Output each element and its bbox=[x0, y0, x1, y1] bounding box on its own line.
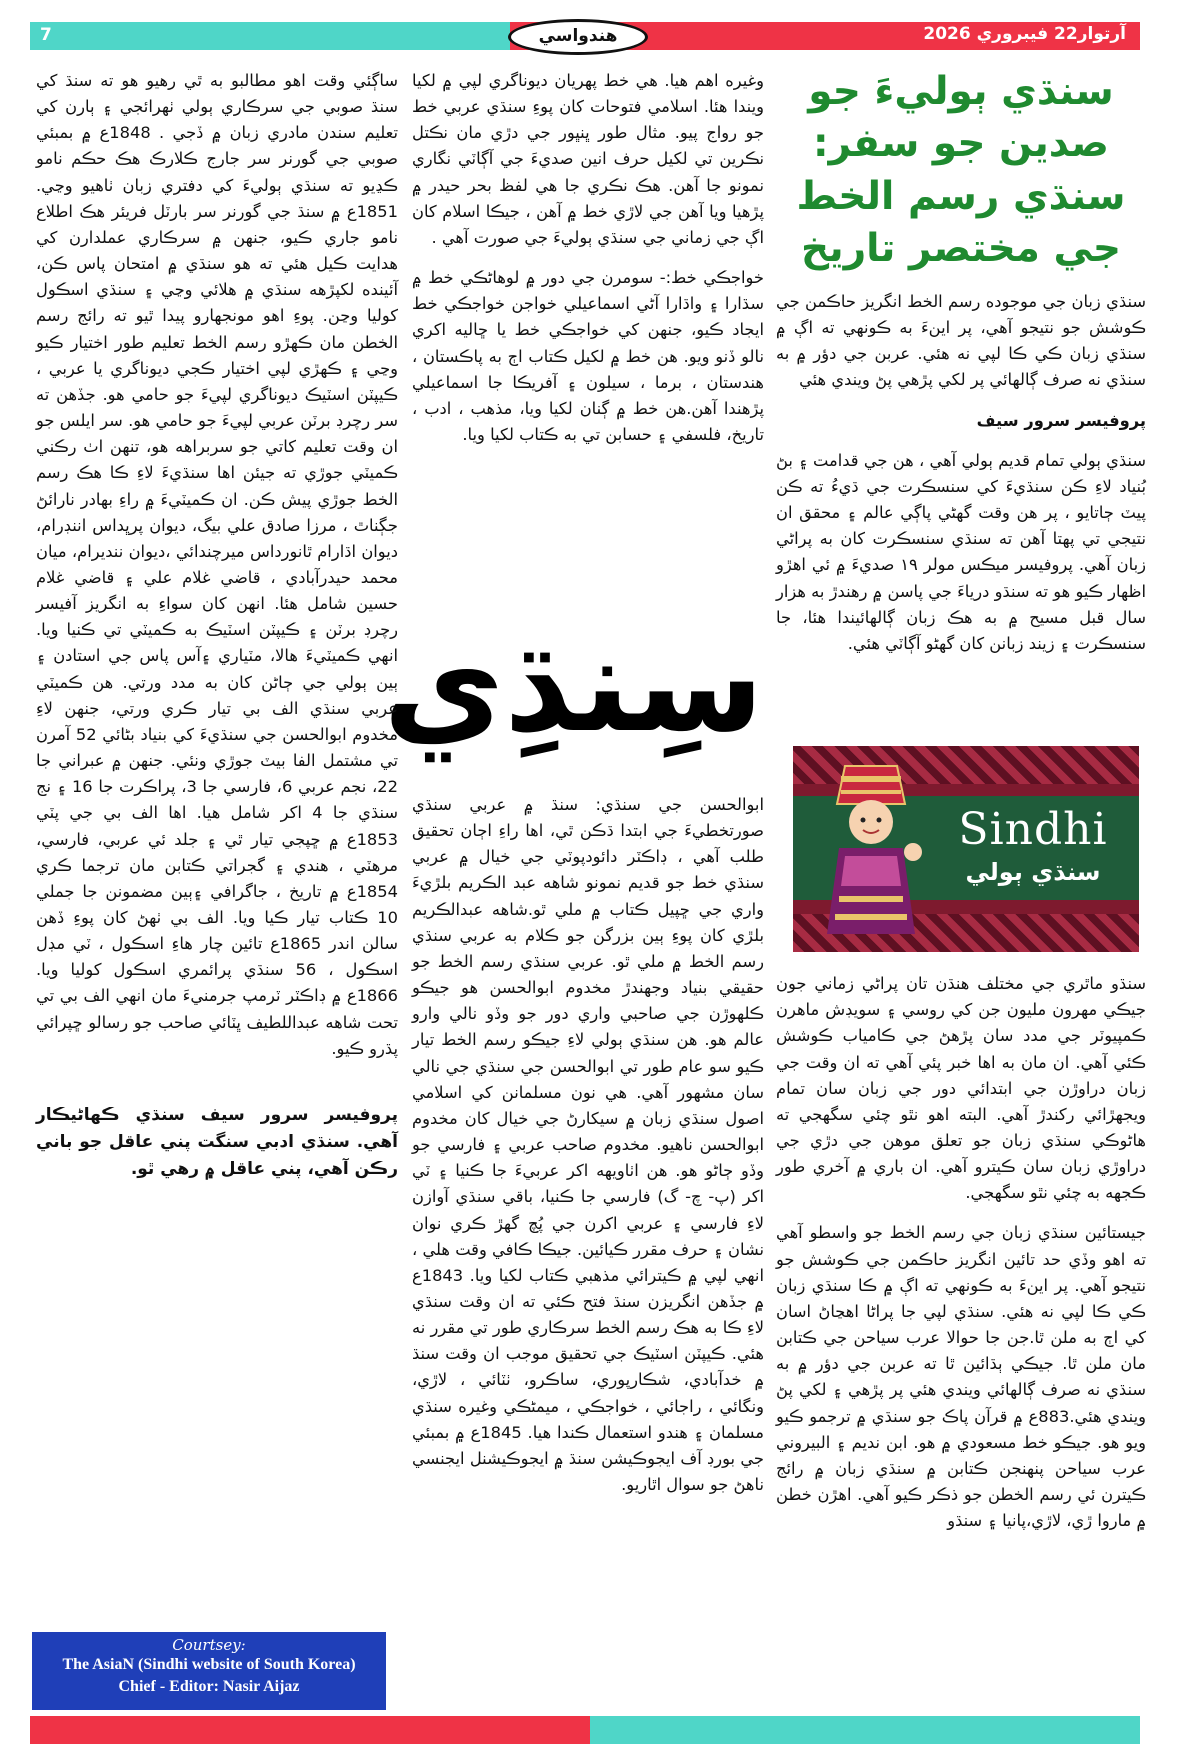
image-title: Sindhi bbox=[958, 804, 1108, 855]
article-author: پروفيسر سرور سيف bbox=[976, 410, 1146, 430]
article-column-middle-lower bbox=[412, 792, 764, 1512]
paragraph: جيستائين سنڌي زبان جي رسم الخط جو واسطو آهي ته اهو وڏي حد تائين انگريز حاڪمن جي ڪوشش جو نتيجو آهي. پر اينءَ به ڪونهي ته اڳ ۾ ڪا سنڌي زبان ڪي ڪا لپي نه هئي. سنڌي لپي جا پراڻا اهڃاڻ اسان کي اڄ به ملن ٿا.جن جا حوالا عرب سياحن جي ڪتابن مان ملن ٿا. جيڪي ٻڌائين ٿا ته عربن جي دؤر ۾ به سنڌي نه صرف ڳالهائي ويندي هئي پر پڙهي ۽ لکي پڻ ويندي هئي.883ع ۾ قرآن پاڪ جو سنڌي ۾ ترجمو ڪيو ويو هو. جيڪو خط مسعودي ۾ هو. ابن نديم ۽ البيروني عرب سياحن پنهنجن ڪتابن ۾ سنڌي زبان ۾ رائج ڪيترن ئي رسم الخطن جو ذڪر ڪيو آهي. اهڙن خطن ۾ ماروا ڙي، لاڙي،پانيا ۽ سنڌو bbox=[776, 1223, 1146, 1531]
courtesy-label: Courtsey: bbox=[172, 1636, 246, 1654]
author-note: پروفيسر سرور سيف سنڌي ڪهاڻيڪار آهي. سنڌي ادبي سنگت پني عاقل جو باني رڪن آهي، پني عاقل ۾ رهي ٿو. bbox=[36, 1104, 398, 1180]
footer-teal-segment bbox=[590, 1716, 1140, 1744]
sindhi-calligraphy: سِنڌِي bbox=[383, 608, 764, 762]
header-teal-segment bbox=[30, 22, 510, 50]
paragraph: ابوالحسن جي سنڌي: سنڌ ۾ عربي سنڌي صورتخطيءَ جي ابتدا ڌڪن ٿي، اها راءِ اڄان تحقيق طلب آهي ، ڊاڪٽر دائودپوٽي جي خيال ۾ عربي سنڌي خط جو قديم نمونو شاهه عبد الڪريم بلڙيءَ واري جي ڇپيل ڪتاب ۾ ملي ٿو.شاهه عبدالڪريم بلڙي کان پوءِ ٻين بزرگن جو ڪلام به عربي سنڌي رسم الخط ۾ ملي ٿو. عربي سنڌي رسم الخط جو حقيقي بنياد وجهندڙ مخدوم ابوالحسن هو جيڪو ڪلهوڙن جي صاحبي واري دور جو وڏو نالي وارو عالم هو. هن سنڌي ٻولي لاءِ جيڪو رسم الخط تيار ڪيو سو عام طور تي ابوالحسن جي سنڌي جي نالي سان مشهور آهي. هي نون مسلمانن کي اسلامي اصول سنڌي زبان ۾ سيکارڻ جي خيال کان مخدوم ابوالحسن ناهيو. مخدوم صاحب عربي ۽ فارسي جو وڏو ڄاڻو هو. هن اٺاويهه اکر عربيءَ جا ڪنيا ۽ ٽي اکر (پ- چ- گ) فارسي جا ڪنيا، باقي سنڌي آوازن لاءِ فارسي ۽ عربي اکرن جي پُچ گهڙ ڪري نوان نشان ۽ حرف مقرر ڪيائين. جيڪا ڪافي وقت هلي ، انهي لپي ۾ ڪيترائي مذهبي ڪتاب لکيا ويا. 1843ع ۾ جڏهن انگريزن سنڌ فتح ڪئي ته ان وقت سنڌي لاءِ ڪا به هڪ رسم الخط سرڪاري طور تي مقرر نه هئي. ڪيپٽن اسٽيڪ جي تحقيق موجب ان وقت سنڌ ۾ خدآبادي، شڪارپوري، ساڪرو، ٺٽائي ، لاڙي، ونگائي ، راجائي ، خواجڪي ، ميمڻڪي وغيره سنڌي مسلمان ۽ هندو استعمال ڪندا هيا. 1845ع ۾ بمبئي جي بورڊ آف ايجوڪيشن سنڌ ۾ ايجوڪيشنل ايجنسي ناهڻ جو سوال اٿاريو. bbox=[412, 795, 764, 1495]
footer-bar bbox=[30, 1716, 1140, 1744]
sindhi-language-image bbox=[793, 746, 1139, 952]
courtesy-editor: Chief - Editor: Nasir Aijaz bbox=[118, 1678, 300, 1695]
image-subtitle: سنڌي ٻولي bbox=[965, 858, 1101, 886]
sindhi-doll-icon bbox=[815, 756, 927, 942]
spacer bbox=[36, 1076, 398, 1102]
article-column-left bbox=[36, 68, 398, 1198]
courtesy-box bbox=[32, 1632, 386, 1710]
paragraph: خواجڪي خط:- سومرن جي دور ۾ لوهاڻڪي خط ۾ سڌارا ۽ واڌارا آڻي اسماعيلي خواجن خواجڪي خط ايجاد ڪيو، جنهن کي خواجڪي خط يا ڇاليه اکري نالو ڏنو ويو. هن خط ۾ لکيل ڪتاب اڄ به پاڪستان ، هندستان ، برما ، سيلون ۽ آفريڪا جا اسماعيلي پڙهندا آهن.هن خط ۾ ڳنان لکيا ويا، مذهب ، ادب ، تاريخ، فلسفي ۽ حسابن تي به ڪتاب لکيا ويا. bbox=[412, 268, 764, 445]
paragraph: وغيره اهم هيا. هي خط پهريان ديوناگري لپي ۾ لکيا ويندا هئا. اسلامي فتوحات کان پوءِ سنڌي عربي خط جو رواج پيو. مثال طور ڀنڀور جي دڙي مان نڪتل نڪرين تي لکيل حرف انين صديءَ جي آڳاٽي نگاري نمونو جا آهن. هڪ نڪري جا هي لفظ بحر حيدر ۾ پڙهيا ويا آهن جي لاڙي خط ۾ آهن ، جيڪا اسلام کان اڳ جي زماني جي سنڌي ٻوليءَ جي صورت آهي . bbox=[412, 71, 764, 247]
paragraph: سنڌو ماٿري جي مختلف هنڌن تان پراڻي زماني جون جيڪي مهرون مليون جن کي روسي ۽ سويڊش ماهرن ڪمپيوٽر جي مدد سان پڙهڻ جي ڪامياب ڪوشش ڪئي آهي. ان مان به اها خبر پئي آهي ته ان وقت جي زبان دراوڙن جي ابتدائي دور جي زبان سان تمام ويجهڙائي رکندڙ آهي. البته اهو نٿو چئي سگهجي ته هاڻوڪي سنڌي زبان جو تعلق موهن جي دڙي جي دراوڙي زبان سان ڪيترو آهي. ان باري ۾ آخري طور ڪجهه به چئي نٿو سگهجي. bbox=[776, 974, 1146, 1203]
article-headline: سنڌي ٻوليءَ جو صدين جو سفر: سنڌي رسم الخط جي مختصر تاريخ bbox=[796, 69, 1126, 271]
footer-red-segment bbox=[30, 1716, 590, 1744]
header-bar bbox=[30, 22, 1140, 50]
paragraph: سنڌي ٻولي تمام قديم ٻولي آهي ، هن جي قدامت ۽ بڻ بُنياد لاءِ ڪن سنڌيءَ کي سنسڪرت جي ڌيءُ ته ڪن پيٽ ڄاتايو ، پر هن وقت گهڻي پاڳي عالم ۽ محقق ان نتيجي تي پهتا آهن ته سنڌي سنسڪرت کان به پراڻي زبان آهي. پروفيسر ميڪس مولر ١٩ صديءَ ۾ ئي اهڙو اظهار ڪيو هو ته سنڌو درياءَ جي پاسن ۾ رهندڙ به هزار سال قبل مسيح ۾ به هڪ زبان ڳالهائيندا هئا، جا سنسڪرت ۽ زيند زبانن کان گهڻو آڳاٽي هئي. bbox=[776, 450, 1146, 653]
masthead-logo: هندواسي bbox=[508, 19, 648, 55]
paragraph: ساڳئي وقت اهو مطالبو به ٿي رهيو هو ته سنڌ کي سنڌ صوبي جي سرڪاري ٻولي ٺهرائجي ۽ ٻارن کي تعليم سندن مادري زبان ۾ ڏجي . 1848ع ۾ بمبئي صوبي جي گورنر سر جارج ڪلارڪ هڪ حڪم نامو ڪڍيو ته سنڌي ٻوليءَ کي دفتري زبان ٺاهيو وڃي. 1851ع ۾ سنڌ جي گورنر سر بارٽل فريئر هڪ اطلاع نامو جاري ڪيو، جنهن ۾ سرڪاري عملدارن کي هدايت ڪيل هئي ته هو سنڌي ۾ امتحان پاس ڪن، آئينده لکپڙهه سنڌي ۾ هلائي وڃي ۽ سنڌي اسڪول کوليا وڃن. پوءِ اهو مونجهارو پيدا ٿيو ته رائج رسم الخطن مان ڪهڙو رسم الخط تعليم طور اختيار ڪيو وڃي ۽ ڪهڙي لپي اختيار ڪجي ديوناگري يا عربي ، ڪيپٽن اسٽيڪ ديوناگري لپيءَ جو حامي هو. جڏهن ته سر رچرڊ برٽن عربي لپيءَ جو حامي هو. سر ايلس جو ان وقت تعليم کاتي جو سربراهه هو، تنهن اٺ رڪني ڪميٽي جوڙي ته جيئن اها سنڌيءَ لاءِ ڪا هڪ رسم الخط جوڙي پيش ڪن. ان ڪميٽيءَ ۾ راءِ بهادر نارائڻ جڳناٿ ، مرزا صادق علي بيگ، ديوان پرڀداس اننڊرام، ديوان اڌارام ٿانورداس ميرچندائي ،ديوان ننديرام، ميان محمد حيدرآبادي ، قاضي غلام علي ۽ قاضي غلام حسين شامل هئا. انهن کان سواءِ به انگريز آفيسر رچرڊ برٽن ۽ ڪيپٽن اسٽيڪ به ڪميٽي تي ڪنيا ويا. انهي ڪميٽيءَ هالا، مٽياري ۽آس پاس جي استادن ۽ ٻين ٻولي جي ڄاڻن کان به مدد ورتي. هن ڪميٽي عربي سنڌي الف بي تيار ڪري ورتي، جنهن لاءِ مخدوم ابوالحسن جي سنڌيءَ کي بنياد بڻائي 52 آمرن تي مشتمل الفا بيٽ جوڙي ونئي. جنهن ۾ عبراني جا 22، نجم عربي 6، فارسي جا 3، پراڪرت جا 16 ۽ نج سنڌي جا 4 اکر شامل هيا. اها الف بي جي پٽي 1853ع ۾ ڇپجي تيار ٿي ۽ جلد ئي عربي، فارسي، مرهٽي ، هندي ۽ گجراتي ڪتابن مان ترجما ڪري 1854ع ۾ تاريخ ، جاگرافي ۽ٻين مضمونن جا جملي 10 ڪتاب تيار ڪيا ويا. الف بي ٺهڻ کان پوءِ ڏهن سالن اندر 1865ع تائين چار هاءِ اسڪول ، ٽي مڊل اسڪول ، 56 سنڌي پرائمري اسڪول کوليا ويا. 1866ع ۾ ڊاڪٽر ٽرمپ جرمنيءَ مان انهي الف بي تي تحت شاهه عبداللطيف ڀٽائي صاحب جو رسالو ڇپرائي پڌرو ڪيو. bbox=[36, 71, 398, 1058]
page-number: 7 bbox=[40, 25, 52, 45]
courtesy-source: The AsiaN (Sindhi website of South Korea) bbox=[62, 1656, 356, 1673]
article-column-middle bbox=[412, 68, 764, 462]
issue-date: آرتوار22 فيبروري 2026 bbox=[923, 24, 1126, 44]
article-standfirst: سنڌي زبان جي موجوده رسم الخط انگريز حاڪمن جي ڪوشش جو نتيجو آهي، پر اينءَ به ڪونهي ته اڳ ۾ سنڌي زبان ڪي ڪا لپي نه هئي. عربن جي دؤر ۾ به سنڌي نه صرف ڳالهائي پر لکي پڙهي پڻ ويندي هئي bbox=[776, 292, 1146, 390]
